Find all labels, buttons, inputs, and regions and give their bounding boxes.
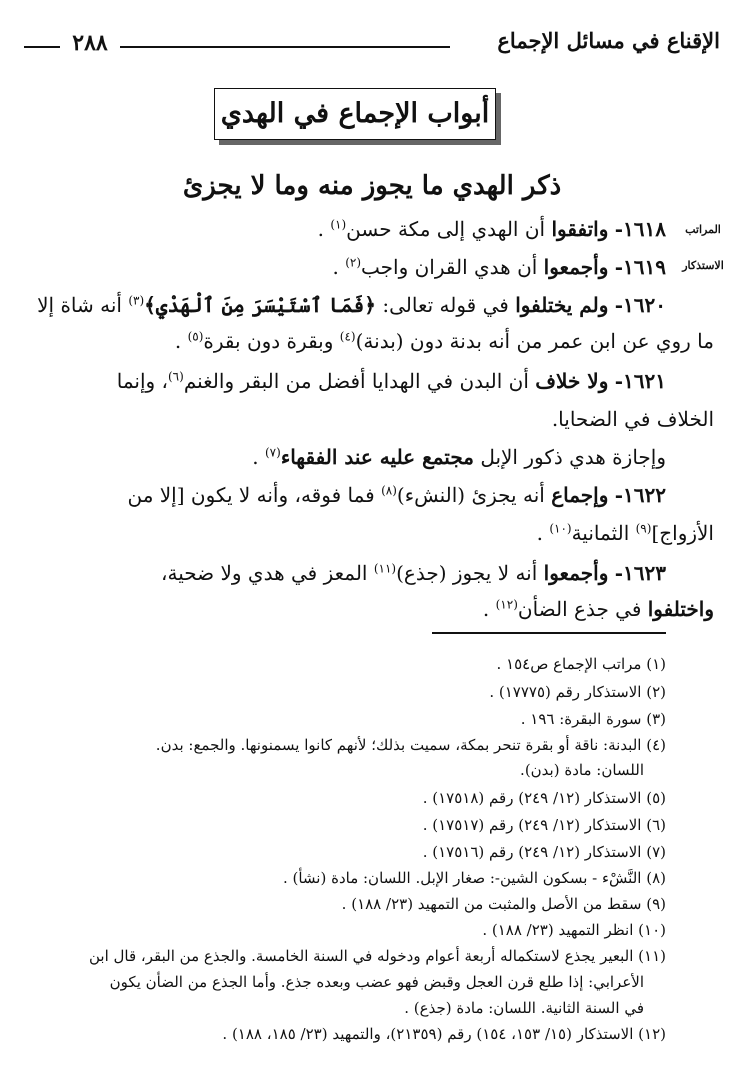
footnote-ref: (٣): [128, 293, 145, 308]
footnote-ref: (٢): [345, 255, 362, 270]
footnote-3: (٣) سورة البقرة: ١٩٦ .: [520, 710, 666, 728]
item-number: ١٦٢٢-: [614, 483, 666, 507]
item-1621-line3: [30, 442, 666, 472]
item-lead: وإجماع: [551, 483, 609, 507]
item-text-bold: مجتمع عليه عند الفقهاء: [280, 445, 474, 469]
item-1621-line2: الخلاف في الضحايا.: [551, 407, 714, 431]
item-number: ١٦٢٠-: [614, 293, 666, 317]
footnote-10: (١٠) انظر التمهيد (٢٣/ ١٨٨) .: [482, 921, 666, 939]
item-text: أنه يجزئ (النشء): [396, 483, 545, 507]
footnote-2: (٢) الاستذكار رقم (١٧٧٧٥) .: [489, 683, 666, 701]
running-header-title: الإقناع في مسائل الإجماع: [497, 28, 720, 53]
footnote-ref: (٦): [167, 369, 184, 384]
item-end: .: [317, 217, 324, 241]
footnote-ref: (٧): [264, 445, 281, 460]
item-1619: [30, 252, 666, 282]
item-number: ١٦١٩-: [614, 255, 666, 279]
item-text-2: أنه شاة إلا: [37, 293, 122, 317]
footnote-7: (٧) الاستذكار (١٢/ ٢٤٩) رقم (١٧٥١٦) .: [422, 843, 666, 861]
item-1623-line2: [30, 594, 714, 624]
footnote-1: (١) مراتب الإجماع ص١٥٤ .: [496, 655, 666, 673]
footnote-ref: (٨): [381, 483, 397, 498]
item-text: أن هدي القران واجب: [361, 255, 538, 279]
item-text: الأزواج]: [651, 521, 714, 545]
footnote-ref: (٥): [187, 329, 204, 344]
item-1622-line2: [30, 518, 714, 548]
item-1618: [30, 214, 666, 244]
footnote-ref: (١٠): [549, 521, 572, 536]
item-text: في جذع الضأن: [517, 597, 642, 621]
item-lead: واختلفوا: [647, 597, 714, 621]
item-text: وإجازة هدي ذكور الإبل: [480, 445, 666, 469]
item-text: أنه لا يجوز (جذع): [396, 561, 538, 585]
page-number: ٢٨٨: [72, 30, 108, 56]
footnote-11: (١١) البعير يجذع لاستكماله أربعة أعوام ودخوله في السنة الخامسة. والجذع من البقر، قال ابن: [89, 947, 666, 965]
item-lead: وأجمعوا: [543, 255, 609, 279]
footnote-ref: (٩): [635, 521, 652, 536]
footnote-12: (١٢) الاستذكار (١٥/ ١٥٣، ١٥٤) رقم (٢١٣٥٩)، والتمهيد (٢٣/ ١٨٥، ١٨٨) .: [222, 1025, 666, 1043]
item-text: وبقرة دون بقرة: [203, 329, 334, 353]
item-text: ما روي عن ابن عمر من أنه بدنة دون (بدنة): [355, 329, 714, 353]
footnote-8: (٨) النَّشْء - بسكون الشين-: صغار الإبل. اللسان: مادة (نشأ) .: [282, 869, 666, 887]
chapter-title-box: [214, 88, 496, 140]
item-end: .: [252, 445, 259, 469]
footnote-4: (٤) البدنة: ناقة أو بقرة تنحر بمكة، سميت بذلك؛ لأنهم كانوا يسمنونها. والجمع: بدن.: [155, 736, 666, 754]
item-text-2: ، وإنما: [116, 369, 168, 393]
item-text: في قوله تعالى:: [382, 293, 509, 317]
footnote-6: (٦) الاستذكار (١٢/ ٢٤٩) رقم (١٧٥١٧) .: [422, 816, 666, 834]
item-1620-line2: [30, 326, 714, 356]
item-text-2: فما فوقه، وأنه لا يكون [إلا من: [127, 483, 375, 507]
item-text-2: المعز في هدي ولا ضحية،: [161, 561, 368, 585]
item-1621: [30, 366, 666, 396]
chapter-title: أبواب الإجماع في الهدي: [220, 98, 490, 129]
footnote-11-cont-1: الأعرابي: إذا طلع قرن العجل وقبض فهو عضب وبعده جذع. وأما الجذع من الضأن يكون: [109, 973, 644, 991]
item-number: ١٦٢١-: [614, 369, 666, 393]
item-number: ١٦١٨-: [614, 217, 666, 241]
item-end: .: [482, 597, 490, 621]
section-title: ذكر الهدي ما يجوز منه وما لا يجزئ: [182, 171, 562, 201]
item-end: .: [174, 329, 182, 353]
margin-label-maratib: المراتب: [685, 223, 721, 236]
footnote-ref: (١٢): [495, 597, 518, 612]
quran-quote: ﴿فَمَا ٱسْتَيْسَرَ مِنَ ٱلْهَدْيِ﴾: [144, 293, 376, 317]
item-1620: [30, 290, 666, 320]
item-lead: ولا خلاف: [535, 369, 609, 393]
footnote-5: (٥) الاستذكار (١٢/ ٢٤٩) رقم (١٧٥١٨) .: [422, 789, 666, 807]
header-rule: [120, 46, 450, 48]
footnote-4-cont: اللسان: مادة (بدن).: [520, 761, 644, 779]
item-1622: [30, 480, 666, 510]
footnote-separator: [432, 632, 666, 634]
footnote-ref: (١): [330, 217, 347, 232]
item-end: .: [332, 255, 339, 279]
item-lead: وأجمعوا: [543, 561, 609, 585]
item-text: أن الهدي إلى مكة حسن: [346, 217, 546, 241]
header-rule-left: [24, 46, 60, 48]
margin-label-istidhkar: الاستذكار: [682, 259, 724, 272]
footnote-ref: (١١): [373, 561, 397, 576]
item-text: أن البدن في الهدايا أفضل من البقر والغنم: [183, 369, 529, 393]
item-number: ١٦٢٣-: [614, 561, 666, 585]
item-end: .: [536, 521, 543, 545]
item-text: الثمانية: [571, 521, 630, 545]
item-lead: ولم يختلفوا: [515, 293, 609, 317]
item-lead: واتفقوا: [551, 217, 609, 241]
item-1623: [30, 558, 666, 588]
footnote-9: (٩) سقط من الأصل والمثبت من التمهيد (٢٣/ ١٨٨) .: [341, 895, 666, 913]
footnote-11-cont-2: في السنة الثانية. اللسان: مادة (جذع) .: [404, 999, 644, 1017]
footnote-ref: (٤): [339, 329, 356, 344]
